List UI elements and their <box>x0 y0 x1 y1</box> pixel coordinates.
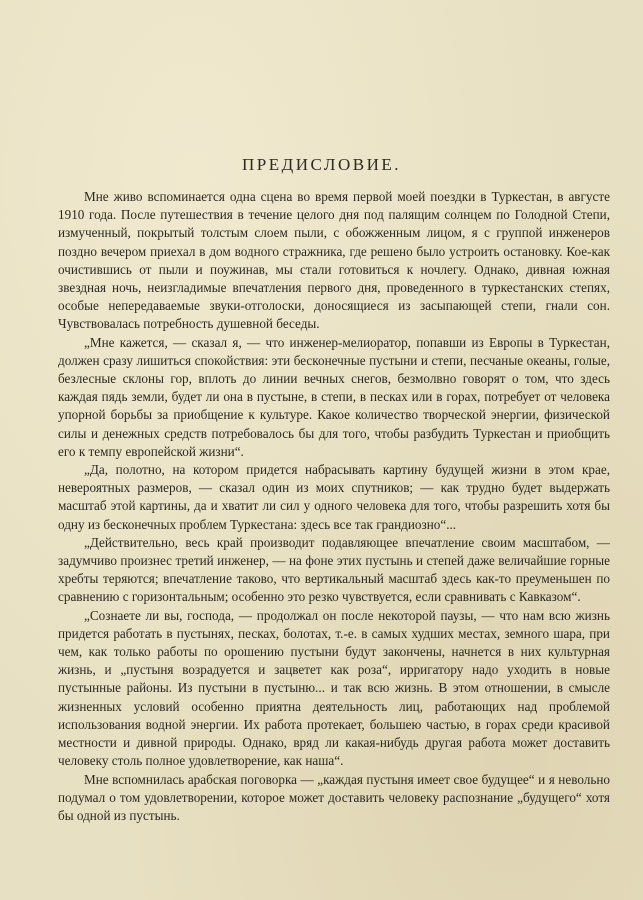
body-text <box>58 188 610 825</box>
paragraph-5: „Сознаете ли вы, господа, — продолжал он после некоторой паузы, — что нам всю жизнь придется работать в пустынях, песках, болотах, т.-е. в самых худших местах, земного шара, при чем, как только работы по орошению пустыни будут закончены, начнется в них культурная жизнь, и „пустыня возрадуется и зацветет как роза“, ирригатору надо уходить в новые пустынные районы. Из пустыни в пустыню... и так всю жизнь. В этом отношении, в смысле жизненных условий особенно приятна деятельность лиц, работающих над проблемой использования водной энергии. Их работа протекает, большею частью, в горах среди красивой местности и дивной природы. Однако, вряд ли какая-нибудь другая работа может доставить человеку столь полное удовлетворение, как наша“. <box>58 607 610 769</box>
paragraph-4: „Действительно, весь край производит подавляющее впечатление своим масштабом, — задумчиво произнес третий инженер, — на фоне этих пустынь и степей даже величайшие горные хребты теряются; впечатление таково, что вертикальный масштаб здесь как-то преуменьшен по сравнению с горизонтальным; особенно это резко чувствуется, если сравнивать с Кавказом“. <box>58 534 610 605</box>
paragraph-6: Мне вспомнилась арабская поговорка — „каждая пустыня имеет свое будущее“ и я невольно подумал о том удовлетворении, которое может доставить человеку распознание „будущего“ хотя бы одной из пустынь. <box>58 771 610 823</box>
page-title: ПРЕДИСЛОВИЕ. <box>242 155 401 174</box>
paragraph-2: „Мне кажется, — сказал я, — что инженер-мелиоратор, попавши из Европы в Туркестан, должен сразу лишиться спокойствия: эти бесконечные пустыни и степи, песчаные океаны, голые, безлесные склоны гор, вплоть до линии вечных снегов, безмолвно говорят о том, что здесь каждая пядь земли, будет ли она в пустыне, в степи, в песках или в горах, потребует от человека упорной борьбы за приобщение к культуре. Какое количество творческой энергии, физической силы и денежных средств потребовалось бы для того, чтобы разбудить Туркестан и приобщить его к темпу европейской жизни“. <box>58 334 610 459</box>
paragraph-1: Мне живо вспоминается одна сцена во время первой моей поездки в Туркестан, в августе 1910 года. После путешествия в течение целого дня под палящим солнцем по Голодной Степи, измученный, покрытый толстым слоем пыли, с обожженным лицом, я с группой инженеров поздно вечером приехал в дом водного стражника, где решено было устроить остановку. Кое-как очистившись от пыли и поужинав, мы стали готовиться к ночлегу. Однако, дивная южная звездная ночь, неизгладимые впечатления первого дня, проведенного в туркестанских степях, особые непередаваемые звуки-отголоски, доносящиеся из засыпающей степи, гнали сон. Чувствовалась потребность душевной беседы. <box>58 189 610 332</box>
paragraph-3: „Да, полотно, на котором придется набрасывать картину будущей жизни в этом крае, невероятных размеров, — сказал один из моих спутников; — как трудно будет выдержать масштаб этой картины, да и хватит ли сил у одного человека для того, чтобы разрешить хотя бы одну из бесконечных проблем Туркестана: здесь все так грандиозно“... <box>58 462 610 532</box>
